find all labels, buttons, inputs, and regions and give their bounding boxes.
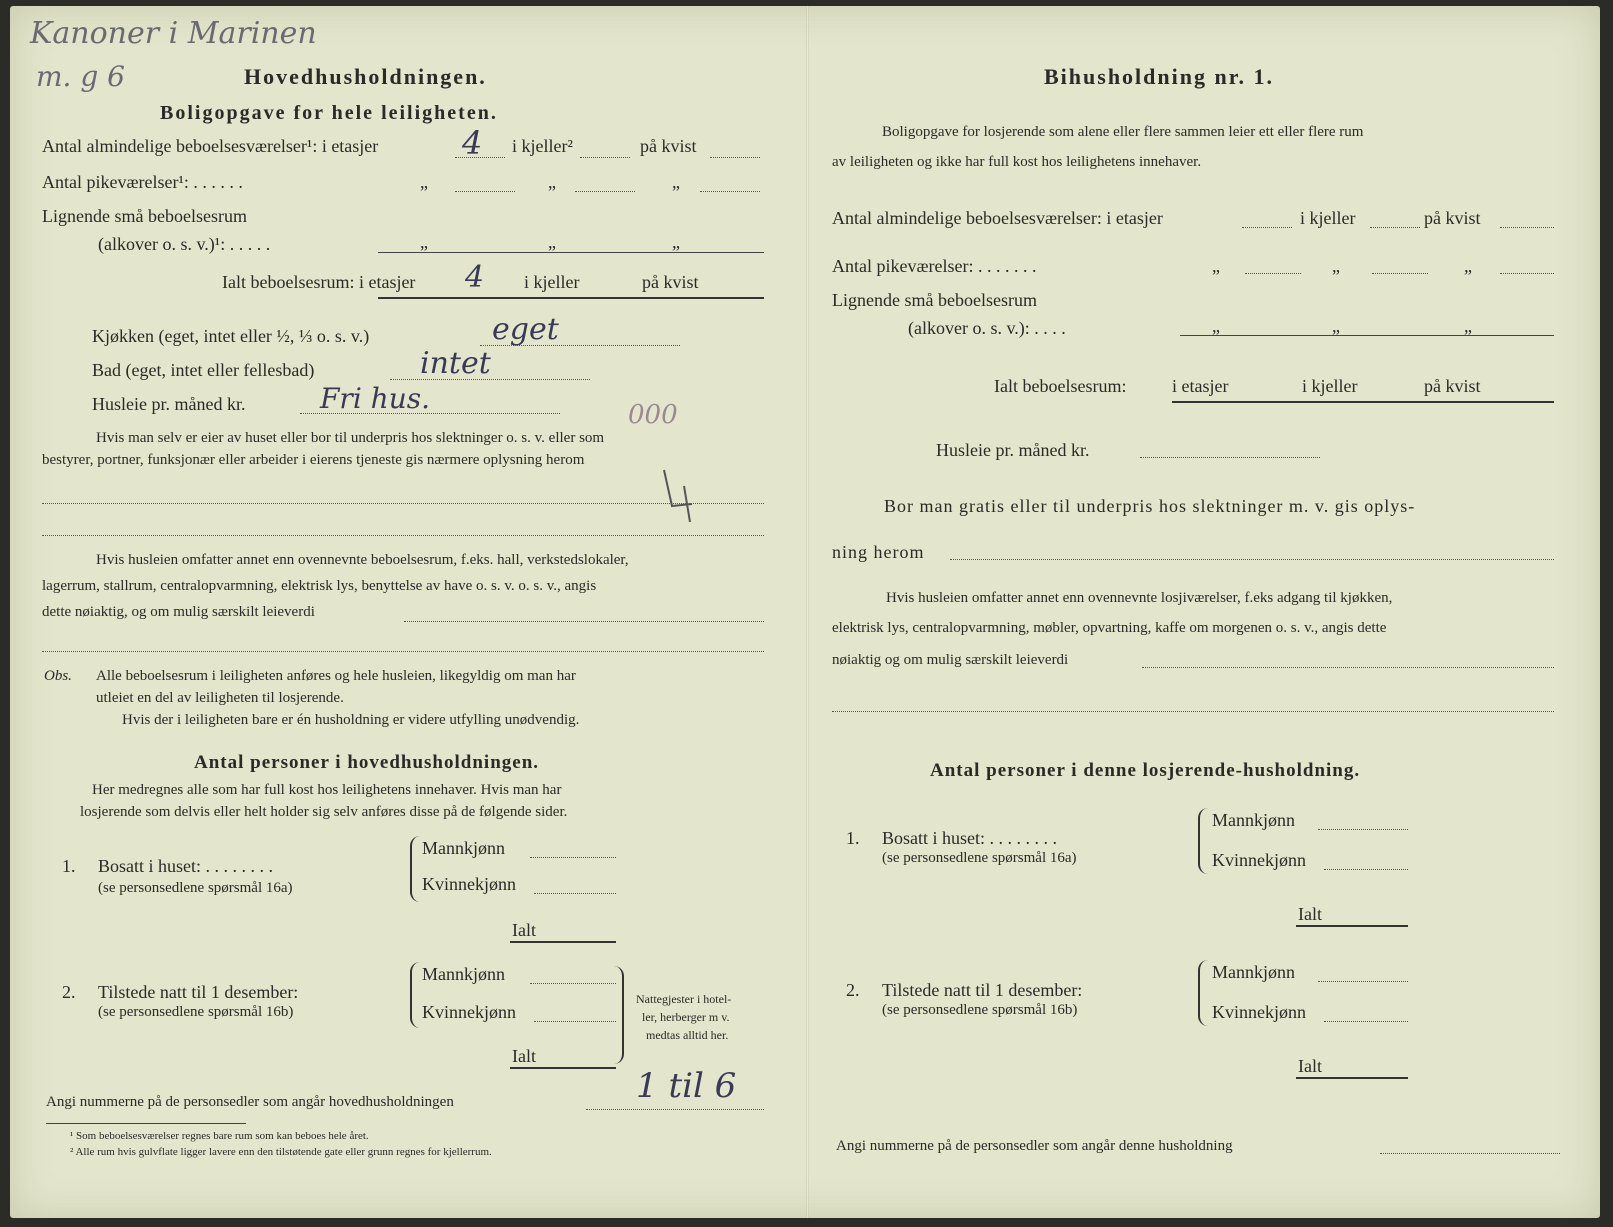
- eier-answer-line-1: [42, 502, 764, 504]
- ialt-kvist-label: på kvist: [642, 272, 699, 292]
- obs-label: Obs.: [44, 668, 72, 684]
- ialt-line: [378, 296, 764, 299]
- margin-marks: 000: [628, 400, 678, 430]
- kjokken-line: [480, 344, 680, 346]
- bosatt-number: 1.: [846, 828, 860, 848]
- tilstede-kvinne-line: [534, 1020, 616, 1022]
- tilstede-kvinne-label: Kvinnekjønn: [1212, 1002, 1306, 1022]
- bosatt-brace: [410, 836, 420, 902]
- tilstede-ialt-line: [510, 1066, 616, 1069]
- ditto-mark: „: [1212, 256, 1220, 276]
- omfatter-text-2: elektrisk lys, centralopvarmning, møbler, opvartning, kaffe om morgenen o. s. v., angis dette: [832, 620, 1387, 636]
- ditto-mark: „: [548, 232, 556, 252]
- obs-text-3: Hvis der i leiligheten bare er én husholdning er videre utfylling unødvendig.: [122, 712, 580, 728]
- ialt-label: Ialt beboelsesrum: i etasjer: [222, 272, 416, 292]
- rooms-etasjer-value: 4: [462, 124, 483, 162]
- tilstede-mann-line: [1318, 980, 1408, 982]
- tilstede-kvinne-label: Kvinnekjønn: [422, 1002, 516, 1022]
- bad-value: intet: [420, 346, 491, 381]
- ialt-kvist-label: på kvist: [1424, 376, 1481, 396]
- gratis-text-2: ning herom: [832, 542, 925, 562]
- alkover-label: (alkover o. s. v.): . . . .: [908, 318, 1066, 338]
- husleie-label: Husleie pr. måned kr.: [92, 394, 246, 414]
- bosatt-kvinne-line: [1324, 868, 1408, 870]
- ialt-line: [1172, 400, 1554, 403]
- alkover-line: [1180, 334, 1554, 336]
- obs-text-2: utleiet en del av leiligheten til losjerende.: [96, 690, 344, 706]
- omfatter-text-1: Hvis husleien omfatter annet enn ovennevnte beboelsesrum, f.eks. hall, verkstedslokaler,: [96, 552, 629, 568]
- leieverdi-line-2: [832, 710, 1554, 712]
- pike-line-2: [575, 190, 635, 192]
- ditto-mark: „: [1212, 316, 1220, 336]
- ialt-etasjer-value: 4: [465, 260, 485, 295]
- persons-title: Antal personer i denne losjerende-husholdning.: [930, 760, 1361, 781]
- tilstede-ialt-label: Ialt: [1298, 1056, 1322, 1076]
- pike-line-1: [455, 190, 515, 192]
- bosatt-brace: [1198, 808, 1208, 874]
- bosatt-label: Bosatt i huset: . . . . . . . .: [98, 856, 273, 876]
- ditto-mark: „: [672, 172, 680, 192]
- page-fold: [806, 6, 809, 1218]
- bad-label: Bad (eget, intet eller fellesbad): [92, 360, 315, 380]
- tilstede-mann-line: [530, 982, 616, 984]
- nattegjester-text-2: ler, herberger m v.: [642, 1010, 730, 1024]
- intro-text-2: av leiligheten og ikke har full kost hos leilighetens innehaver.: [832, 154, 1202, 170]
- angi-text: Angi nummerne på de personsedler som angår denne husholdning: [836, 1138, 1233, 1154]
- lignende-label: Lignende små beboelsesrum: [42, 206, 247, 226]
- bosatt-mann-line: [1318, 828, 1408, 830]
- rooms-kvist-line: [710, 156, 760, 158]
- ditto-mark: „: [672, 232, 680, 252]
- nattegjester-text-3: medtas alltid her.: [646, 1028, 729, 1042]
- gratis-text-1: Bor man gratis eller til underpris hos slektninger m. v. gis oplys-: [884, 496, 1416, 516]
- rooms-label: Antal almindelige beboelsesværelser: i etasjer: [832, 208, 1163, 228]
- persons-text-1: Her medregnes alle som har full kost hos leilighetens innehaver. Hvis man har: [92, 782, 562, 798]
- gratis-line: [950, 558, 1554, 560]
- bosatt-mann-line: [530, 856, 616, 858]
- bosatt-sub: (se personsedlene spørsmål 16a): [882, 850, 1077, 866]
- obs-text-1: Alle beboelsesrum i leiligheten anføres og hele husleien, likegyldig om man har: [96, 668, 576, 684]
- nattegjester-brace: [614, 966, 624, 1064]
- ditto-mark: „: [1464, 316, 1472, 336]
- bad-line: [390, 378, 590, 380]
- footnote-1: ¹ Som beboelsesværelser regnes bare rum som kan beboes hele året.: [70, 1130, 369, 1142]
- ialt-kjeller-label: i kjeller: [1302, 376, 1358, 396]
- bosatt-kvinne-line: [534, 892, 616, 894]
- ditto-mark: „: [548, 172, 556, 192]
- tilstede-kvinne-line: [1324, 1020, 1408, 1022]
- angi-text: Angi nummerne på de personsedler som angår hovedhusholdningen: [46, 1094, 454, 1110]
- tilstede-label: Tilstede natt til 1 desember:: [882, 980, 1083, 1000]
- rooms-etasjer-line: [455, 156, 505, 158]
- tilstede-ialt-line: [1296, 1076, 1408, 1079]
- ditto-mark: „: [420, 172, 428, 192]
- rooms-kjeller-line: [580, 156, 630, 158]
- leieverdi-line-2: [42, 650, 764, 652]
- page-title: Bihusholdning nr. 1.: [1044, 64, 1274, 89]
- footnote-2: ² Alle rum hvis gulvflate ligger lavere enn den tilstøtende gate eller grunn regnes for kjellerrum.: [70, 1146, 492, 1158]
- bosatt-label: Bosatt i huset: . . . . . . . .: [882, 828, 1057, 848]
- omfatter-text-3: nøiaktig og om mulig særskilt leieverdi: [832, 652, 1069, 668]
- nattegjester-text-1: Nattegjester i hotel-: [636, 992, 732, 1006]
- ditto-mark: „: [1464, 256, 1472, 276]
- handwritten-mark: m. g 6: [36, 60, 125, 93]
- bosatt-kvinne-label: Kvinnekjønn: [422, 874, 516, 894]
- eier-answer-line-2: [42, 534, 764, 536]
- footnote-rule: [46, 1122, 246, 1124]
- tilstede-mann-label: Mannkjønn: [422, 964, 505, 984]
- tilstede-mann-label: Mannkjønn: [1212, 962, 1295, 982]
- bosatt-ialt-line: [1296, 924, 1408, 927]
- rooms-kjeller-label: i kjeller: [1300, 208, 1356, 228]
- pike-line-2: [1372, 272, 1428, 274]
- bosatt-ialt-label: Ialt: [1298, 904, 1322, 924]
- page-subtitle: Boligopgave for hele leiligheten.: [160, 102, 498, 124]
- kjokken-label: Kjøkken (eget, intet eller ½, ⅓ o. s. v.): [92, 326, 370, 346]
- alkover-label: (alkover o. s. v.)¹: . . . . .: [98, 234, 271, 254]
- lignende-label: Lignende små beboelsesrum: [832, 290, 1037, 310]
- angi-value: 1 til 6: [636, 1066, 737, 1106]
- omfatter-text-2: lagerrum, stallrum, centralopvarmning, elektrisk lys, benyttelse av have o. s. v. o. s. v., angis: [42, 578, 597, 594]
- rooms-kjeller-line: [1370, 226, 1420, 228]
- ditto-mark: „: [420, 232, 428, 252]
- pike-line-1: [1245, 272, 1301, 274]
- handwritten-note: Kanoner i Marinen: [30, 16, 317, 51]
- tilstede-brace: [1198, 960, 1208, 1026]
- tilstede-number: 2.: [62, 982, 76, 1002]
- leieverdi-line: [404, 620, 764, 622]
- ditto-mark: „: [1332, 316, 1340, 336]
- rooms-kvist-label: på kvist: [1424, 208, 1481, 228]
- tilstede-number: 2.: [846, 980, 860, 1000]
- kjokken-value: eget: [492, 312, 559, 347]
- tilstede-label: Tilstede natt til 1 desember:: [98, 982, 299, 1002]
- rooms-label: Antal almindelige beboelsesværelser¹: i etasjer: [42, 136, 379, 156]
- alkover-line: [378, 251, 764, 253]
- persons-text-2: losjerende som delvis eller helt holder sig selv anføres disse på de følgende sider.: [80, 804, 568, 820]
- husleie-line: [1140, 456, 1320, 458]
- angi-line: [586, 1108, 764, 1110]
- ialt-etasjer-label: i etasjer: [1172, 376, 1229, 396]
- bosatt-ialt-label: Ialt: [512, 920, 536, 940]
- persons-title: Antal personer i hovedhusholdningen.: [194, 752, 540, 773]
- eier-text-1: Hvis man selv er eier av huset eller bor til underpris hos slektninger o. s. v. eller som: [96, 430, 605, 446]
- tilstede-sub: (se personsedlene spørsmål 16b): [882, 1002, 1078, 1018]
- bosatt-ialt-line: [510, 940, 616, 943]
- pike-line-3: [1500, 272, 1554, 274]
- tilstede-ialt-label: Ialt: [512, 1046, 536, 1066]
- tilstede-brace: [410, 962, 420, 1028]
- ialt-kjeller-label: i kjeller: [524, 272, 580, 292]
- husleie-label: Husleie pr. måned kr.: [936, 440, 1090, 460]
- ditto-mark: „: [1332, 256, 1340, 276]
- intro-text-1: Boligopgave for losjerende som alene eller flere sammen leier ett eller flere rum: [882, 124, 1364, 140]
- leieverdi-line: [1142, 666, 1554, 668]
- bosatt-number: 1.: [62, 856, 76, 876]
- rooms-kjeller-label: i kjeller²: [512, 136, 573, 156]
- pike-label: Antal pikeværelser¹: . . . . . .: [42, 172, 243, 192]
- pike-label: Antal pikeværelser: . . . . . . .: [832, 256, 1037, 276]
- bosatt-mann-label: Mannkjønn: [422, 838, 505, 858]
- angi-line: [1380, 1152, 1560, 1154]
- omfatter-text-3: dette nøiaktig, og om mulig særskilt leieverdi: [42, 604, 315, 620]
- bosatt-mann-label: Mannkjønn: [1212, 810, 1295, 830]
- omfatter-text-1: Hvis husleien omfatter annet enn ovennevnte losjiværelser, f.eks adgang til kjøkken,: [886, 590, 1393, 606]
- eier-text-2: bestyrer, portner, funksjonær eller arbeider i eierens tjeneste gis nærmere oplysning herom: [42, 452, 585, 468]
- handwritten-stroke: [658, 466, 698, 526]
- rooms-kvist-label: på kvist: [640, 136, 697, 156]
- pike-line-3: [700, 190, 760, 192]
- bosatt-sub: (se personsedlene spørsmål 16a): [98, 880, 293, 896]
- rooms-etasjer-line: [1242, 226, 1292, 228]
- tilstede-sub: (se personsedlene spørsmål 16b): [98, 1004, 294, 1020]
- rooms-kvist-line: [1500, 226, 1554, 228]
- husleie-line: [300, 412, 560, 414]
- ialt-label: Ialt beboelsesrum:: [994, 376, 1127, 396]
- bosatt-kvinne-label: Kvinnekjønn: [1212, 850, 1306, 870]
- husleie-value: Fri hus.: [320, 382, 431, 415]
- page-title: Hovedhusholdningen.: [244, 64, 487, 89]
